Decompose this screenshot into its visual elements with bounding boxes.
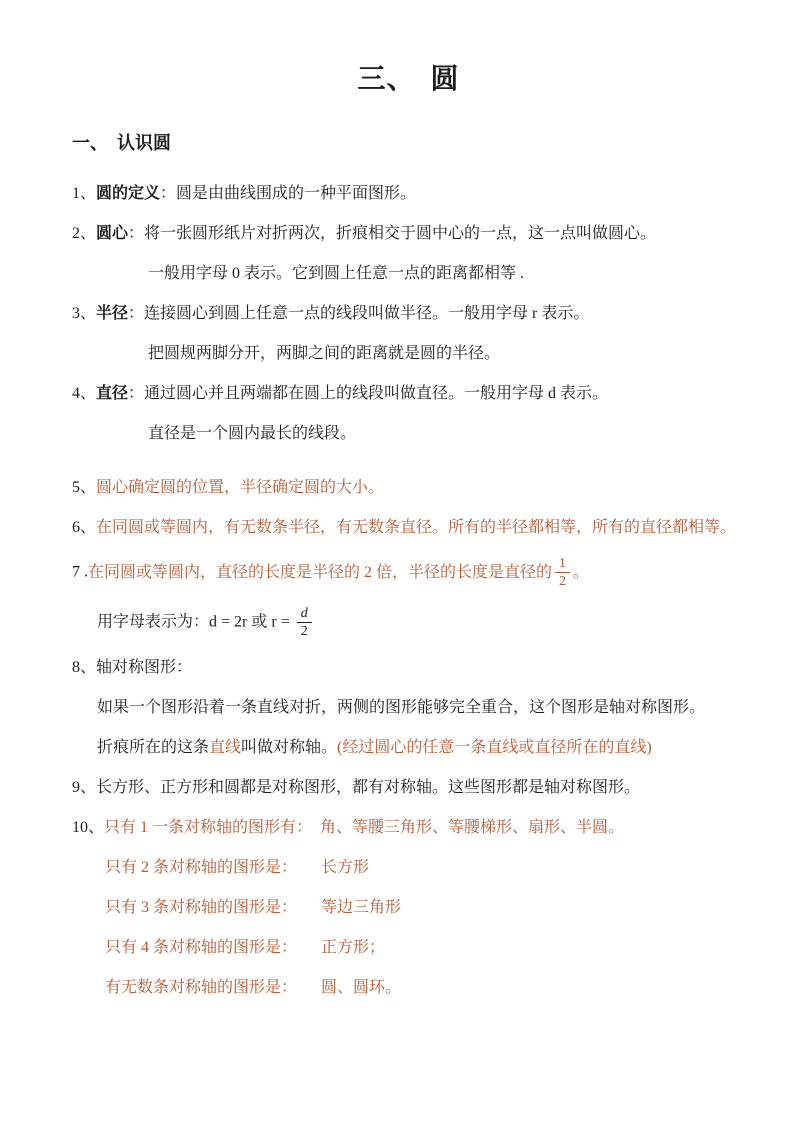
fraction-numerator: d xyxy=(297,606,312,623)
item-4-text: ：通过圆心并且两端都在圆上的线段叫做直径。一般用字母 d 表示。 xyxy=(128,385,609,402)
item-1-term: 圆的定义 xyxy=(96,185,161,202)
item-8-text: 轴对称图形： xyxy=(96,658,193,676)
item-6-text: 在同圆或等圆内，有无数条半径，有无数条直径。所有的半径都相等，所有的直径都相等。 xyxy=(96,519,737,536)
item-1-number: 1、 xyxy=(72,185,97,202)
formula-or: 或 xyxy=(251,613,268,631)
item-8 xyxy=(72,656,745,680)
item-7 xyxy=(72,556,745,590)
item-4-continuation xyxy=(148,422,745,446)
item-8-number: 8、 xyxy=(72,658,97,676)
item-8-continuation-1-text: 如果一个图形沿着一条直线对折，两侧的图形能够完全重合，这个图形是轴对称图形。 xyxy=(97,698,706,716)
item-8-continuation-1 xyxy=(97,696,745,720)
fraction-denominator: 2 xyxy=(559,574,567,590)
item-4-term: 直径 xyxy=(96,385,129,402)
formula-r-equals: r = xyxy=(271,613,294,631)
item-10 xyxy=(72,816,745,840)
item-10-sub-1-text: 只有 2 条对称轴的图形是： 长方形 xyxy=(105,858,370,876)
item-10-sub-3-text: 只有 4 条对称轴的图形是： 正方形； xyxy=(105,938,386,956)
item-8-seg-4-accent: (经过圆心的任意一条直线或直径所在的直线) xyxy=(337,738,652,756)
item-10-sub-2 xyxy=(105,896,745,920)
item-7-text-body: 在同圆或等圆内，直径的长度是半径的 2 倍，半径的长度是直径的 xyxy=(88,563,553,581)
item-3-text: ：连接圆心到圆上任意一点的线段叫做半径。一般用字母 r 表示。 xyxy=(128,305,590,322)
fraction-d-over-2 xyxy=(297,606,312,640)
item-10-sub-1 xyxy=(105,856,745,880)
item-8-seg-2-accent: 直线 xyxy=(209,738,242,756)
item-6-number: 6、 xyxy=(72,519,97,536)
item-1 xyxy=(72,182,745,206)
fraction-denominator: 2 xyxy=(300,624,308,640)
item-9 xyxy=(72,776,745,800)
item-3-continuation-text: 把圆规两脚分开，两脚之间的距离就是圆的半径。 xyxy=(148,345,501,362)
item-2-continuation-text: 一般用字母 0 表示。它到圆上任意一点的距离都相等 . xyxy=(148,265,525,282)
item-2-continuation xyxy=(148,262,745,286)
item-9-text: 长方形、正方形和圆都是对称图形，都有对称轴。这些图形都是轴对称图形。 xyxy=(96,778,641,796)
item-3 xyxy=(72,302,745,326)
fraction-one-half xyxy=(555,556,570,590)
item-8-seg-3: 叫做对称轴。 xyxy=(241,738,338,756)
item-4-number: 4、 xyxy=(72,385,97,402)
item-2-number: 2、 xyxy=(72,225,97,242)
item-3-continuation xyxy=(148,342,745,366)
item-4 xyxy=(72,382,745,406)
page-title: 三、 圆 xyxy=(357,64,460,95)
item-7-number: 7 . xyxy=(72,563,88,581)
item-2-text: ：将一张圆形纸片对折两次，折痕相交于圆中心的一点，这一点叫做圆心。 xyxy=(128,225,657,242)
item-5 xyxy=(72,476,745,500)
item-10-sub-4-text: 有无数条对称轴的图形是： 圆、圆环。 xyxy=(105,978,402,996)
item-7-period: 。 xyxy=(573,563,590,581)
item-10-sub-3 xyxy=(105,936,745,960)
item-4-continuation-text: 直径是一个圆内最长的线段。 xyxy=(148,425,357,442)
fraction-numerator: 1 xyxy=(555,556,570,573)
item-7-formula xyxy=(97,606,745,640)
item-2 xyxy=(72,222,745,246)
item-10-sub-4 xyxy=(105,976,745,1000)
item-10-text: 只有 1 一条对称轴的图形有： 角、等腰三角形、等腰梯形、扇形、半圆。 xyxy=(104,818,625,836)
item-8-seg-1: 折痕所在的这条 xyxy=(97,738,210,756)
item-3-number: 3、 xyxy=(72,305,97,322)
item-7-text xyxy=(88,556,590,590)
formula-d-equals-2r: d = 2r xyxy=(209,613,248,631)
item-5-text: 圆心确定圆的位置，半径确定圆的大小。 xyxy=(96,479,385,496)
formula-lead: 用字母表示为： xyxy=(97,613,210,631)
item-8-continuation-2 xyxy=(97,736,745,760)
item-10-sub-2-text: 只有 3 条对称轴的图形是： 等边三角形 xyxy=(105,898,402,916)
item-2-term: 圆心 xyxy=(96,225,129,242)
item-9-number: 9、 xyxy=(72,778,97,796)
item-10-number: 10、 xyxy=(72,818,105,836)
item-3-term: 半径 xyxy=(96,305,129,322)
item-6 xyxy=(72,516,745,540)
section-heading: 一、 认识圆 xyxy=(72,133,171,153)
item-5-number: 5、 xyxy=(72,479,97,496)
item-1-text: ：圆是由曲线围成的一种平面图形。 xyxy=(160,185,417,202)
